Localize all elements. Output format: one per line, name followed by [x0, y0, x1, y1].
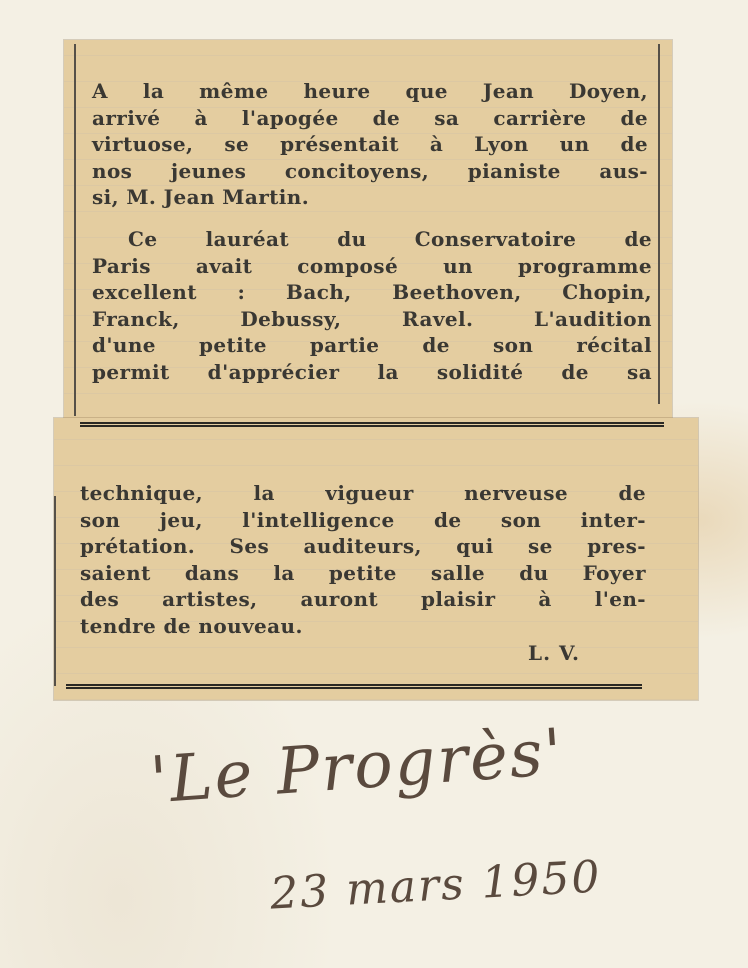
- text-line: permit d'apprécier la solidité de sa: [92, 359, 652, 384]
- handwritten-date: 23 mars 1950: [268, 851, 603, 920]
- text-line: Ce lauréat du Conservatoire de: [128, 227, 652, 251]
- article-paragraph-3: [80, 480, 646, 639]
- text-line: nos jeunes concitoyens, pianiste aus-: [92, 158, 648, 183]
- column-rule-bottom: [66, 684, 642, 689]
- article-paragraph-1: [92, 78, 648, 211]
- article-paragraph-2: [92, 226, 652, 385]
- column-border-left-bottom: [54, 496, 56, 686]
- text-line: prétation. Ses auditeurs, qui se pres-: [80, 534, 646, 558]
- text-line: technique, la vigueur nerveuse de: [80, 481, 646, 505]
- text-line: son jeu, l'intelligence de son inter-: [80, 507, 646, 532]
- column-border-left-top: [74, 44, 76, 416]
- text-line: A la même heure que Jean Doyen,: [92, 79, 648, 103]
- text-line: tendre de nouveau.: [80, 613, 303, 638]
- column-rule-top: [80, 422, 664, 427]
- text-line: si, M. Jean Martin.: [92, 185, 310, 209]
- article-signature: L. V.: [528, 641, 580, 665]
- text-line: des artistes, auront plaisir à l'en-: [80, 587, 646, 611]
- text-line: Paris avait composé un programme: [92, 253, 652, 278]
- column-border-right-top: [658, 44, 660, 404]
- text-line: virtuose, se présentait à Lyon un de: [92, 132, 648, 156]
- text-line: excellent : Bach, Beethoven, Chopin,: [92, 280, 652, 304]
- handwritten-source: 'Le Progrès': [147, 715, 567, 819]
- text-line: d'une petite partie de son récital: [92, 333, 652, 357]
- text-line: arrivé à l'apogée de sa carrière de: [92, 105, 648, 130]
- text-line: saient dans la petite salle du Foyer: [80, 560, 646, 585]
- text-line: Franck, Debussy, Ravel. L'audition: [92, 306, 652, 331]
